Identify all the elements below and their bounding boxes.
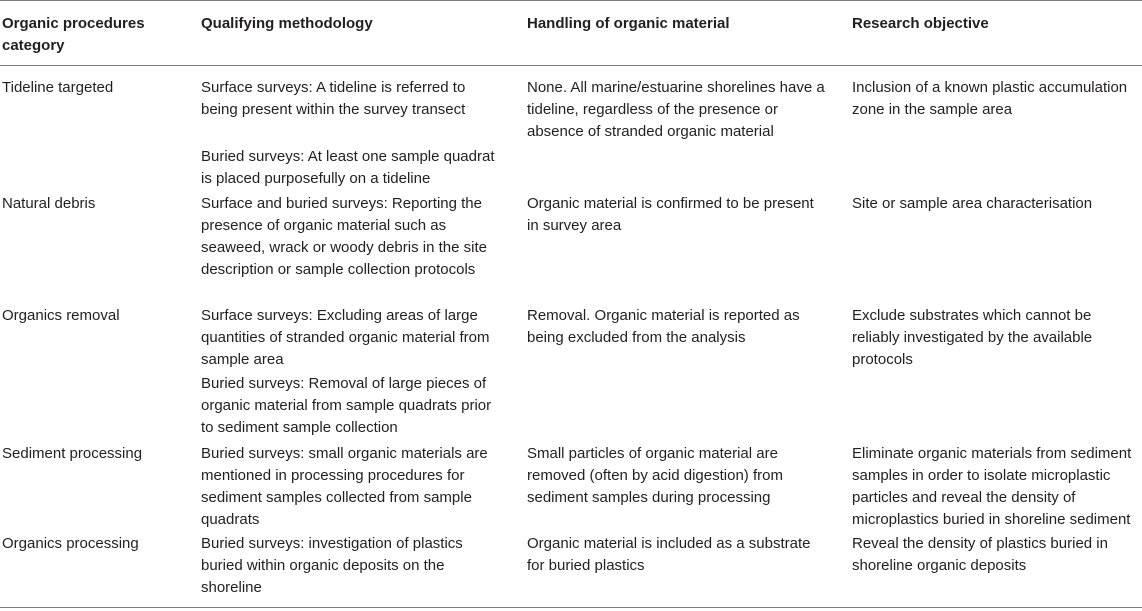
row-2-handling: Organic material is confirmed to be present in survey area (527, 195, 814, 234)
row-1-methodology-surface: Surface surveys: A tideline is referred to being present within the survey transect (201, 79, 466, 118)
row-4-handling: Small particles of organic material are removed (often by acid digestion) from sediment samples during processing (527, 445, 783, 506)
row-3-methodology-surface: Surface surveys: Excluding areas of large quantities of stranded organic material from sample area (201, 307, 490, 368)
row-1-objective: Inclusion of a known plastic accumulation zone in the sample area (852, 79, 1128, 118)
row-1-category: Tideline targeted (2, 79, 114, 96)
row-5-category: Organics processing (2, 535, 139, 552)
row-1-methodology-buried: Buried surveys: At least one sample quadrat is placed purposefully on a tideline (201, 148, 495, 187)
row-4-category: Sediment processing (2, 445, 143, 462)
row-4-objective: Eliminate organic materials from sediment samples in order to isolate microplastic particles and reveal the density of microplastics buried in shoreline sediment (852, 445, 1132, 528)
row-3-methodology-buried: Buried surveys: Removal of large pieces of organic material from sample quadrats prior to sediment sample collection (201, 375, 492, 436)
header-qualifying-methodology: Qualifying methodology (201, 15, 373, 32)
row-4-methodology: Buried surveys: small organic materials are mentioned in processing procedures for sediment samples collected from sample quadrats (201, 445, 488, 528)
row-5-methodology: Buried surveys: investigation of plastics buried within organic deposits on the shoreline (201, 535, 463, 596)
table-bottom-rule (0, 607, 1142, 608)
row-3-category: Organics removal (2, 307, 120, 324)
header-handling-of-organic-material: Handling of organic material (527, 15, 730, 32)
row-1-methodology-2 (201, 146, 501, 190)
row-3-objective: Exclude substrates which cannot be reliably investigated by the available protocols (852, 307, 1093, 368)
row-5-objective: Reveal the density of plastics buried in shoreline organic deposits (852, 535, 1108, 574)
row-5-handling: Organic material is included as a substrate for buried plastics (527, 535, 811, 574)
header-organic-procedures-category: Organic procedures category (2, 15, 145, 54)
row-1-methodology (201, 77, 501, 121)
row-2-category: Natural debris (2, 195, 96, 212)
row-2-objective: Site or sample area characterisation (852, 195, 1093, 212)
header-rule (0, 65, 1142, 66)
row-3-handling: Removal. Organic material is reported as being excluded from the analysis (527, 307, 800, 346)
row-1-handling: None. All marine/estuarine shorelines have a tideline, regardless of the presence or absence of stranded organic material (527, 79, 825, 140)
row-2-methodology: Surface and buried surveys: Reporting the presence of organic material such as seaweed, wrack or woody debris in the site description or sample collection protocols (201, 195, 487, 278)
header-research-objective: Research objective (852, 15, 989, 32)
table-top-rule (0, 0, 1142, 1)
